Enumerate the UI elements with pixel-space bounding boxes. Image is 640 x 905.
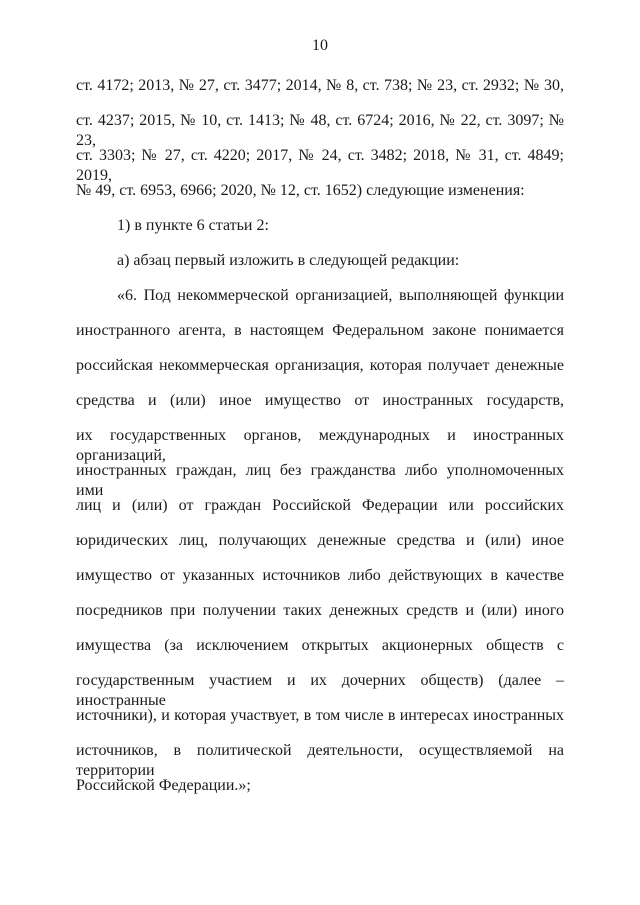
- text-line: лиц и (или) от граждан Российской Федерации или российских: [76, 497, 564, 514]
- list-item-heading: 1) в пункте 6 статьи 2:: [117, 217, 269, 234]
- text-line: имущества (за исключением открытых акционерных обществ с: [76, 637, 564, 654]
- text-line: государственным участием и их дочерних обществ) (далее – иностранные: [76, 672, 564, 709]
- text-line: источников, в политической деятельности, осуществляемой на территории: [76, 742, 564, 779]
- text-line: ст. 3303; № 27, ст. 4220; 2017, № 24, ст. 3482; 2018, № 31, ст. 4849; 2019,: [76, 147, 564, 184]
- text-line: юридических лиц, получающих денежные средства и (или) иное: [76, 532, 564, 549]
- text-line: иностранных граждан, лиц без гражданства либо уполномоченных ими: [76, 462, 564, 499]
- text-line: посредников при получении таких денежных средств и (или) иного: [76, 602, 564, 619]
- text-line: иностранного агента, в настоящем Федеральном законе понимается: [76, 322, 564, 339]
- text-line: источники), и которая участвует, в том числе в интересах иностранных: [76, 707, 564, 724]
- text-line: «6. Под некоммерческой организацией, выполняющей функции: [117, 287, 564, 304]
- text-line: ст. 4237; 2015, № 10, ст. 1413; № 48, ст. 6724; 2016, № 22, ст. 3097; № 23,: [76, 112, 564, 149]
- text-line: ст. 4172; 2013, № 27, ст. 3477; 2014, № 8, ст. 738; № 23, ст. 2932; № 30,: [76, 77, 564, 94]
- text-line: Российской Федерации.»;: [76, 777, 251, 794]
- text-line: № 49, ст. 6953, 6966; 2020, № 12, ст. 1652) следующие изменения:: [76, 182, 525, 199]
- text-line: их государственных органов, международных и иностранных организаций,: [76, 427, 564, 464]
- text-line: имущество от указанных источников либо действующих в качестве: [76, 567, 564, 584]
- text-line: средства и (или) иное имущество от иностранных государств,: [76, 392, 564, 409]
- page-number: 10: [312, 37, 328, 54]
- sub-item-heading: а) абзац первый изложить в следующей редакции:: [117, 252, 460, 269]
- text-line: российская некоммерческая организация, которая получает денежные: [76, 357, 564, 374]
